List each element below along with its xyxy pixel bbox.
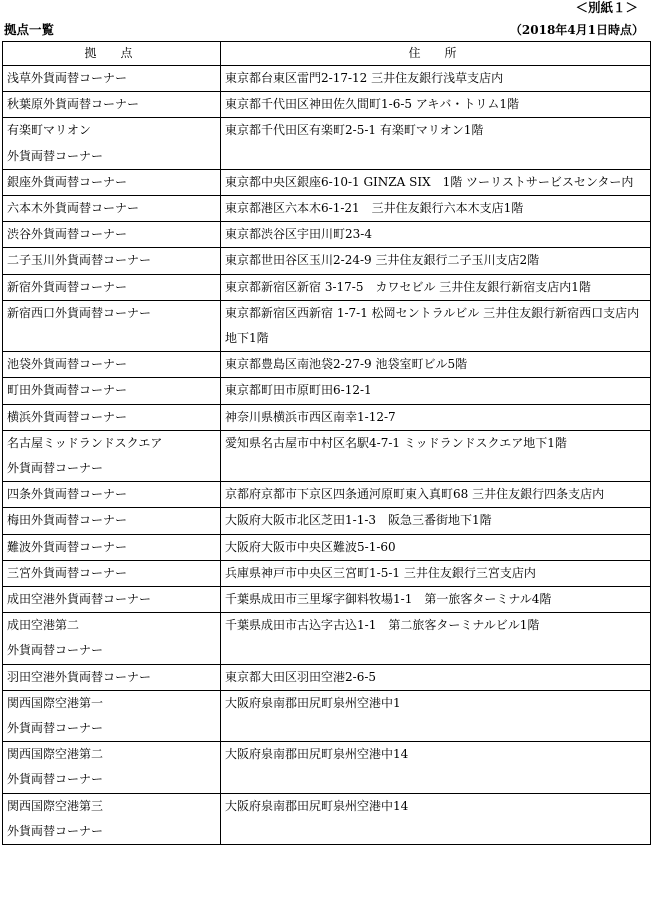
column-header-site: 拠 点 bbox=[3, 42, 221, 66]
address-cell: 愛知県名古屋市中村区名駅4-7-1 ミッドランドスクエア地下1階 bbox=[221, 430, 651, 481]
site-name-cell: 成田空港第二 外貨両替コーナー bbox=[3, 613, 221, 664]
table-row bbox=[3, 169, 651, 195]
address-cell: 千葉県成田市古込字古込1-1 第二旅客ターミナルビル1階 bbox=[221, 613, 651, 664]
table-row bbox=[3, 430, 651, 481]
site-name-cell: 名古屋ミッドランドスクエア 外貨両替コーナー bbox=[3, 430, 221, 481]
site-name-cell: 秋葉原外貨両替コーナー bbox=[3, 92, 221, 118]
table-row bbox=[3, 196, 651, 222]
column-header-address: 住 所 bbox=[221, 42, 651, 66]
address-cell: 千葉県成田市三里塚字御料牧場1-1 第一旅客ターミナル4階 bbox=[221, 587, 651, 613]
table-row bbox=[3, 300, 651, 351]
address-cell: 神奈川県横浜市西区南幸1-12-7 bbox=[221, 404, 651, 430]
address-cell: 大阪府大阪市北区芝田1-1-3 阪急三番街地下1階 bbox=[221, 508, 651, 534]
table-row bbox=[3, 508, 651, 534]
table-row bbox=[3, 66, 651, 92]
address-cell: 東京都世田谷区玉川2-24-9 三井住友銀行二子玉川支店2階 bbox=[221, 248, 651, 274]
address-cell: 東京都千代田区有楽町2-5-1 有楽町マリオン1階 bbox=[221, 118, 651, 169]
table-row bbox=[3, 482, 651, 508]
site-name-cell: 六本木外貨両替コーナー bbox=[3, 196, 221, 222]
table-row bbox=[3, 274, 651, 300]
address-cell: 東京都大田区羽田空港2-6-5 bbox=[221, 664, 651, 690]
page-title: 拠点一覧 bbox=[4, 22, 55, 37]
table-body bbox=[3, 66, 651, 845]
address-cell: 東京都中央区銀座6-10-1 GINZA SIX 1階 ツーリストサービスセンター内 bbox=[221, 169, 651, 195]
site-name-cell: 池袋外貨両替コーナー bbox=[3, 352, 221, 378]
appendix-label: ＜別紙１＞ bbox=[575, 0, 638, 15]
address-cell: 東京都新宿区西新宿 1-7-1 松岡セントラルビル 三井住友銀行新宿西口支店内地下1階 bbox=[221, 300, 651, 351]
address-cell: 東京都渋谷区宇田川町23-4 bbox=[221, 222, 651, 248]
address-cell: 東京都新宿区新宿 3-17-5 カワセビル 三井住友銀行新宿支店内1階 bbox=[221, 274, 651, 300]
site-name-cell: 二子玉川外貨両替コーナー bbox=[3, 248, 221, 274]
sites-table bbox=[2, 41, 651, 845]
as-of-date: （2018年4月1日時点） bbox=[509, 23, 644, 37]
table-row bbox=[3, 352, 651, 378]
table-row bbox=[3, 118, 651, 169]
table-row bbox=[3, 742, 651, 793]
site-name-cell: 関西国際空港第三 外貨両替コーナー bbox=[3, 793, 221, 844]
site-name-cell: 関西国際空港第二 外貨両替コーナー bbox=[3, 742, 221, 793]
table-row bbox=[3, 378, 651, 404]
site-name-cell: 四条外貨両替コーナー bbox=[3, 482, 221, 508]
address-cell: 大阪府泉南郡田尻町泉州空港中14 bbox=[221, 742, 651, 793]
table-row bbox=[3, 222, 651, 248]
address-cell: 東京都豊島区南池袋2-27-9 池袋室町ビル5階 bbox=[221, 352, 651, 378]
table-row bbox=[3, 534, 651, 560]
address-cell: 東京都台東区雷門2-17-12 三井住友銀行浅草支店内 bbox=[221, 66, 651, 92]
table-row bbox=[3, 664, 651, 690]
site-name-cell: 梅田外貨両替コーナー bbox=[3, 508, 221, 534]
site-name-cell: 浅草外貨両替コーナー bbox=[3, 66, 221, 92]
address-cell: 大阪府泉南郡田尻町泉州空港中1 bbox=[221, 690, 651, 741]
site-name-cell: 関西国際空港第一 外貨両替コーナー bbox=[3, 690, 221, 741]
address-cell: 大阪府大阪市中央区難波5-1-60 bbox=[221, 534, 651, 560]
table-row bbox=[3, 613, 651, 664]
table-header-row bbox=[3, 42, 651, 66]
site-name-cell: 羽田空港外貨両替コーナー bbox=[3, 664, 221, 690]
site-name-cell: 新宿外貨両替コーナー bbox=[3, 274, 221, 300]
site-name-cell: 三宮外貨両替コーナー bbox=[3, 560, 221, 586]
address-cell: 兵庫県神戸市中央区三宮町1-5-1 三井住友銀行三宮支店内 bbox=[221, 560, 651, 586]
site-name-cell: 渋谷外貨両替コーナー bbox=[3, 222, 221, 248]
site-name-cell: 新宿西口外貨両替コーナー bbox=[3, 300, 221, 351]
site-name-cell: 難波外貨両替コーナー bbox=[3, 534, 221, 560]
address-cell: 東京都港区六本木6-1-21 三井住友銀行六本木支店1階 bbox=[221, 196, 651, 222]
table-row bbox=[3, 587, 651, 613]
table-row bbox=[3, 560, 651, 586]
table-row bbox=[3, 793, 651, 844]
table-row bbox=[3, 690, 651, 741]
site-name-cell: 町田外貨両替コーナー bbox=[3, 378, 221, 404]
table-row bbox=[3, 92, 651, 118]
address-cell: 京都府京都市下京区四条通河原町東入真町68 三井住友銀行四条支店内 bbox=[221, 482, 651, 508]
table-row bbox=[3, 248, 651, 274]
address-cell: 東京都千代田区神田佐久間町1-6-5 アキバ・トリム1階 bbox=[221, 92, 651, 118]
site-name-cell: 成田空港外貨両替コーナー bbox=[3, 587, 221, 613]
site-name-cell: 有楽町マリオン 外貨両替コーナー bbox=[3, 118, 221, 169]
site-name-cell: 銀座外貨両替コーナー bbox=[3, 169, 221, 195]
site-name-cell: 横浜外貨両替コーナー bbox=[3, 404, 221, 430]
address-cell: 大阪府泉南郡田尻町泉州空港中14 bbox=[221, 793, 651, 844]
table-row bbox=[3, 404, 651, 430]
address-cell: 東京都町田市原町田6-12-1 bbox=[221, 378, 651, 404]
